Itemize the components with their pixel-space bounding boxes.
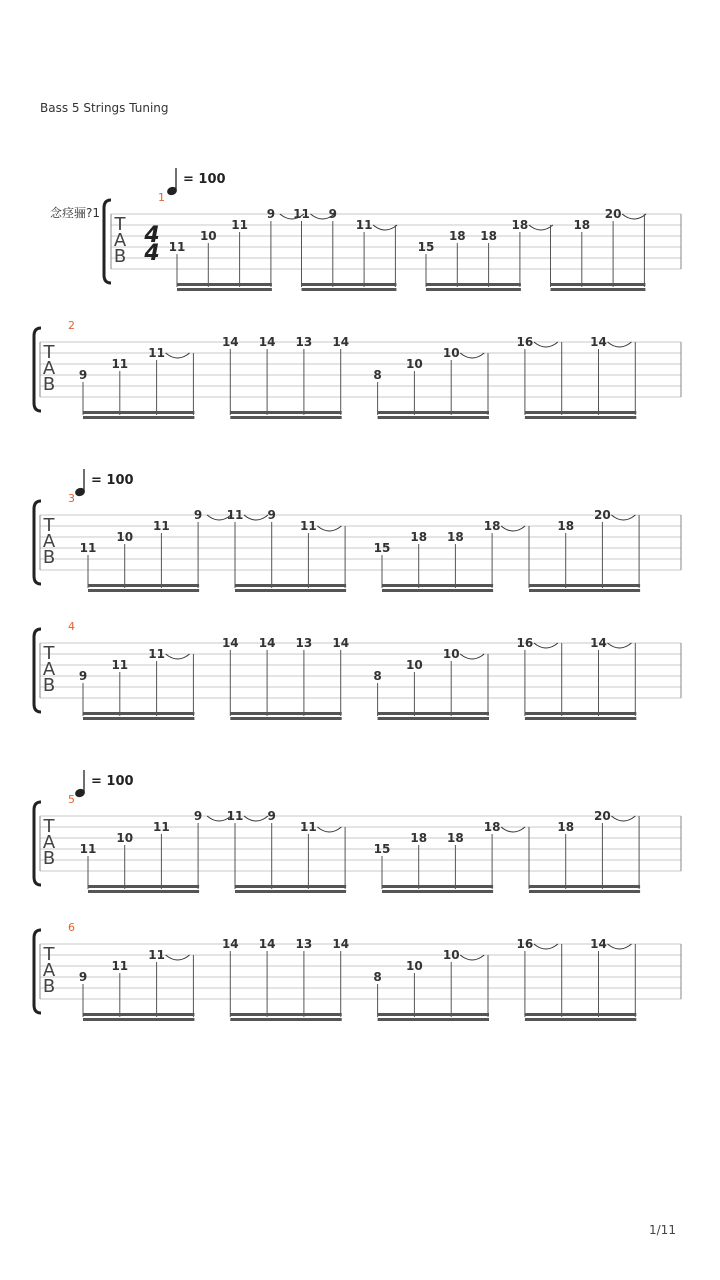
beam-secondary [235,589,346,592]
fret-number: 13 [295,937,313,951]
fret-number: 11 [153,820,170,834]
measure-number: 3 [68,492,75,505]
fret-number: 18 [410,831,428,845]
fret-number: 18 [447,530,464,544]
beam-primary [88,885,199,888]
fret-number: 8 [373,368,382,382]
beam-secondary [83,416,194,419]
beam-secondary [88,890,199,893]
fret-number: 10 [406,658,423,672]
beam-primary [529,885,640,888]
tie-arc [373,225,397,230]
beam-primary [378,411,489,414]
tie-arc [166,955,190,960]
fret-number: 9 [267,809,276,823]
fret-number: 9 [78,669,88,683]
tempo-text: = 100 [183,172,226,187]
fret-number: 8 [373,669,382,683]
beam-primary [235,885,346,888]
tab-clef-b: B [42,976,56,997]
beam-primary [382,885,493,888]
fret-number: 15 [373,541,391,555]
fret-number: 15 [373,842,391,856]
tie-arc [317,526,341,531]
tab-clef-a: A [42,659,56,680]
beam-primary [230,712,341,715]
track-name: 念痉骊?1 [50,206,101,220]
tab-clef-t: T [114,214,126,235]
fret-number: 11 [148,346,165,360]
tie-arc [460,955,484,960]
tab-clef-t: T [43,816,55,837]
tempo-text: = 100 [91,774,134,789]
fret-number: 18 [483,519,501,533]
fret-number: 11 [168,240,186,254]
beam-secondary [378,416,489,419]
fret-number: 9 [78,368,88,382]
beam-secondary [83,717,194,720]
tab-clef-t: T [43,342,55,363]
fret-number: 11 [79,541,97,555]
beam-primary [378,712,489,715]
fret-number: 18 [410,530,428,544]
beam-secondary [230,416,341,419]
fret-number: 18 [480,229,497,243]
fret-number: 9 [267,508,276,522]
fret-number: 14 [332,937,350,951]
fret-number: 10 [199,229,217,243]
fret-number: 16 [516,636,534,650]
fret-number: 10 [406,357,423,371]
beam-primary [529,584,640,587]
beam-secondary [83,1018,194,1021]
fret-number: 14 [590,636,607,650]
tie-arc [622,214,646,219]
fret-number: 14 [590,937,607,951]
fret-number: 13 [295,335,313,349]
tie-arc [501,526,525,531]
beam-primary [382,584,493,587]
tie-arc [244,515,268,520]
beam-secondary [177,288,272,291]
tab-clef-t: T [43,944,55,965]
fret-number: 16 [516,937,534,951]
time-signature-top: 4 [144,223,160,248]
beam-primary [88,584,199,587]
beam-secondary [525,717,636,720]
staff-system-6 [34,921,681,1021]
fret-number: 18 [448,229,466,243]
fret-number: 18 [557,820,575,834]
fret-number: 11 [111,658,129,672]
tie-arc [501,827,525,832]
staff-system-3 [34,469,681,592]
tie-arc [534,643,558,648]
fret-number: 11 [79,842,97,856]
tempo-text: = 100 [91,473,134,488]
tab-clef-a: A [113,230,127,251]
tab-clef-a: A [42,531,56,552]
tab-clef-a: A [42,358,56,379]
tie-arc [244,816,268,821]
fret-number: 14 [221,937,239,951]
fret-number: 11 [226,508,244,522]
page-number: 1/11 [649,1223,676,1237]
fret-number: 14 [258,335,276,349]
beam-primary [83,712,194,715]
fret-number: 10 [442,948,460,962]
measure-number: 4 [68,620,75,633]
fret-number: 20 [604,207,622,221]
measure-number: 2 [68,319,75,332]
fret-number: 9 [328,207,337,221]
beam-primary [525,712,636,715]
fret-number: 14 [221,636,239,650]
fret-number: 8 [373,970,382,984]
beam-primary [426,283,521,286]
beam-secondary [378,717,489,720]
beam-secondary [426,288,521,291]
beam-primary [525,1013,636,1016]
fret-number: 18 [573,218,591,232]
tie-arc [529,225,553,230]
tie-arc [608,643,632,648]
tab-clef-a: A [42,960,56,981]
fret-number: 11 [153,519,170,533]
staff-system-4 [34,620,681,720]
beam-primary [235,584,346,587]
fret-number: 14 [258,636,276,650]
fret-number: 11 [111,357,129,371]
fret-number: 9 [78,970,88,984]
beam-secondary [525,1018,636,1021]
tuning-label: Bass 5 Strings Tuning [40,101,169,115]
beam-secondary [525,416,636,419]
tie-arc [460,353,484,358]
fret-number: 10 [442,647,460,661]
fret-number: 9 [193,508,203,522]
beam-primary [551,283,646,286]
beam-primary [525,411,636,414]
beam-secondary [551,288,646,291]
fret-number: 13 [295,636,313,650]
fret-number: 11 [226,809,244,823]
fret-number: 16 [516,335,534,349]
beam-primary [230,411,341,414]
tie-arc [608,944,632,949]
fret-number: 14 [332,636,350,650]
staff-system-1 [50,168,681,291]
system-bracket [104,200,111,283]
fret-number: 14 [221,335,239,349]
tie-arc [317,827,341,832]
tab-clef-t: T [43,643,55,664]
beam-secondary [235,890,346,893]
tie-arc [460,654,484,659]
beam-secondary [88,589,199,592]
fret-number: 11 [300,820,317,834]
fret-number: 11 [355,218,373,232]
fret-number: 20 [594,508,611,522]
beam-secondary [302,288,397,291]
beam-secondary [529,589,640,592]
fret-number: 14 [590,335,607,349]
fret-number: 11 [148,948,165,962]
tab-clef-b: B [42,547,56,568]
fret-number: 11 [293,207,310,221]
beam-primary [302,283,397,286]
fret-number: 18 [511,218,529,232]
beam-secondary [529,890,640,893]
tab-clef-b: B [42,848,56,869]
tab-clef-t: T [43,515,55,536]
fret-number: 10 [406,959,423,973]
tie-arc [608,342,632,347]
tab-clef-a: A [42,832,56,853]
fret-number: 9 [266,207,276,221]
fret-number: 11 [148,647,165,661]
beam-primary [83,1013,194,1016]
beam-secondary [382,890,493,893]
fret-number: 10 [116,831,134,845]
fret-number: 14 [258,937,276,951]
fret-number: 18 [447,831,464,845]
fret-number: 10 [116,530,134,544]
beam-primary [177,283,272,286]
beam-secondary [382,589,493,592]
beam-secondary [378,1018,489,1021]
beam-primary [230,1013,341,1016]
staff-system-2 [34,319,681,419]
beam-primary [83,411,194,414]
fret-number: 18 [557,519,575,533]
fret-number: 15 [417,240,435,254]
fret-number: 20 [594,809,611,823]
tie-arc [166,353,190,358]
fret-number: 10 [442,346,460,360]
fret-number: 11 [111,959,129,973]
tab-clef-b: B [42,675,56,696]
measure-number: 1 [158,191,165,204]
fret-number: 14 [332,335,350,349]
beam-secondary [230,1018,341,1021]
fret-number: 11 [300,519,317,533]
measure-number: 5 [68,793,75,806]
tie-arc [534,342,558,347]
tab-clef-b: B [113,246,127,267]
measure-number: 6 [68,921,75,934]
fret-number: 18 [483,820,501,834]
tie-arc [166,654,190,659]
fret-number: 11 [231,218,248,232]
fret-number: 9 [193,809,203,823]
beam-primary [378,1013,489,1016]
tie-arc [611,816,635,821]
staff-system-5 [34,770,681,893]
time-signature-bottom: 4 [144,241,160,266]
tab-clef-b: B [42,374,56,395]
tie-arc [534,944,558,949]
tie-arc [611,515,635,520]
beam-secondary [230,717,341,720]
